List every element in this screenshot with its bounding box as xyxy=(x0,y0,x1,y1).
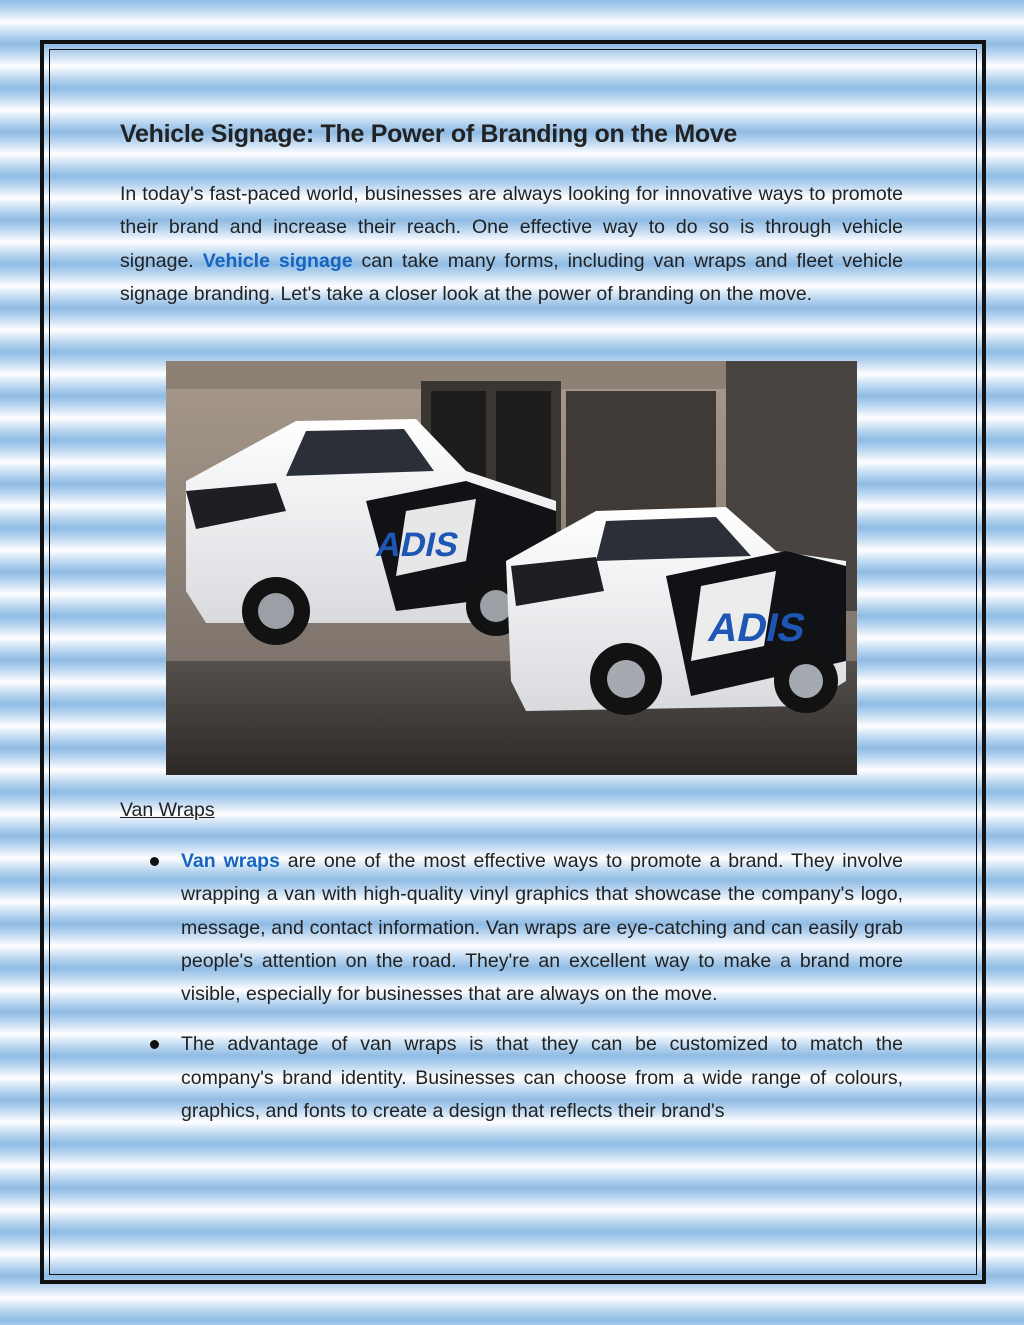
front-truck-logo: ADIS xyxy=(704,604,810,650)
intro-text-before-link: In today's fast-paced world, businesses are always looking for innovative ways to promote their brand and increase their reach. One effective way to do so is through vehicle signage. xyxy=(120,183,903,272)
bullet-icon xyxy=(150,857,159,866)
vehicle-signage-link[interactable]: Vehicle signage xyxy=(202,249,353,272)
intro-paragraph xyxy=(120,178,903,311)
page-title: Vehicle Signage: The Power of Branding on the Move xyxy=(120,120,738,148)
list-item xyxy=(120,845,903,1011)
van-wraps-bullet-list xyxy=(120,845,903,1128)
rear-truck-logo: ADIS xyxy=(372,526,463,564)
intro-text-after-link: can take many forms, including van wraps and fleet vehicle signage branding. Let's take a closer look at the power of branding on the move. xyxy=(120,249,903,305)
section-heading-van-wraps: Van Wraps xyxy=(120,799,215,821)
bullet-icon xyxy=(150,1040,159,1049)
list-item xyxy=(120,1028,903,1128)
van-wraps-link[interactable]: Van wraps xyxy=(181,850,280,872)
bullet-text: The advantage of van wraps is that they can be customized to match the company's brand identity. Businesses can choose from a wide range of colours, graphics, and fonts to create a design that reflects their brand's xyxy=(181,1033,903,1123)
vehicle-photo xyxy=(166,361,857,775)
bullet-text: are one of the most effective ways to promote a brand. They involve wrapping a van with high-quality vinyl graphics that showcase the company's logo, message, and contact information. Van wraps are eye-catching and can easily grab people's attention on the road. They're an excellent way to make a brand more visible, especially for businesses that are always on the move. xyxy=(181,850,903,1006)
